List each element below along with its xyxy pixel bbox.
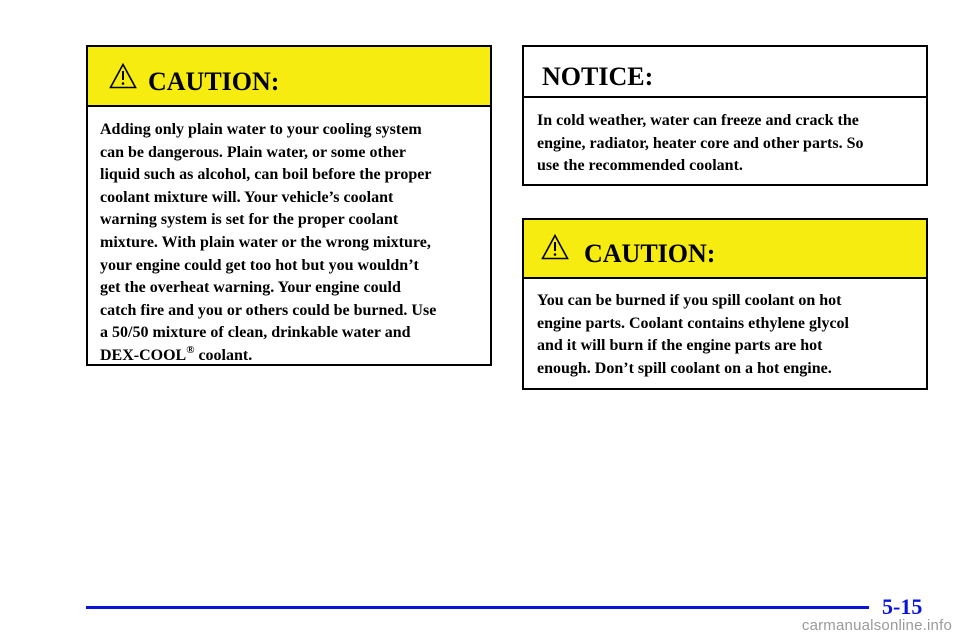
notice-body [537,110,864,178]
text-line: catch fire and you or others could be burned. Use [100,301,437,319]
text-line: You can be burned if you spill coolant on hot [537,292,842,309]
text-line-last [100,345,436,368]
text-line: mixture. With plain water or the wrong mixture, [100,233,431,251]
watermark: carmanualsonline.info [801,617,952,634]
notice-header [524,47,926,98]
text-line: liquid such as alcohol, can boil before the proper [100,166,432,184]
caution-body-left [100,119,436,368]
text-line: can be dangerous. Plain water, or some other [100,143,406,161]
warning-triangle-icon [109,63,137,89]
registered-mark: ® [186,343,195,356]
text-line: use the recommended coolant. [537,157,743,175]
caution-header-left [88,47,490,107]
caution-box-right [522,218,928,390]
notice-title: NOTICE: [542,62,654,91]
text-line: and it will burn if the engine parts are hot [537,337,823,355]
caution-box-left [86,45,492,366]
caution-body-right [537,290,849,380]
text-dexcool: DEX-COOL [100,346,187,364]
text-line: warning system is set for the proper coolant [100,211,399,229]
text-line: Adding only plain water to your cooling system [100,121,422,138]
caution-title-right: CAUTION: [584,239,716,268]
text-line: enough. Don’t spill coolant on a hot engine. [537,359,832,377]
caution-title-left: CAUTION: [148,67,280,96]
text-line: a 50/50 mixture of clean, drinkable water and [100,324,411,342]
warning-triangle-icon [541,234,569,260]
text-coolant: coolant. [194,346,253,364]
text-line: coolant mixture will. Your vehicle’s coolant [100,188,394,206]
text-line: engine parts. Coolant contains ethylene glycol [537,314,849,332]
text-line: get the overheat warning. Your engine could [100,279,401,297]
page-number: 5-15 [882,594,923,619]
footer-rule [86,606,869,609]
caution-header-right [524,220,926,279]
text-line: your engine could get too hot but you wouldn’t [100,256,419,274]
notice-box [522,45,928,186]
text-line: engine, radiator, heater core and other parts. So [537,134,864,152]
text-line: In cold weather, water can freeze and crack the [537,112,859,129]
